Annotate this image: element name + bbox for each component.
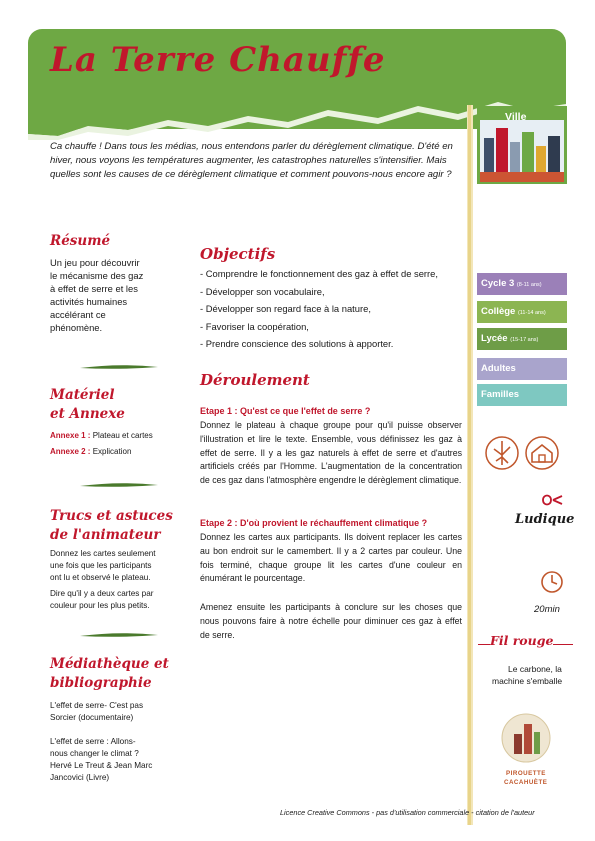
trucs-title: [50, 507, 173, 545]
annexe-1-text: Plateau et cartes: [92, 431, 153, 440]
fil-rouge-text-2: machine s'emballe: [492, 676, 563, 686]
trucs-line: ont lu et observé le plateau.: [50, 573, 151, 582]
leaf-divider: [80, 364, 158, 370]
page-title: La Terre Chauffe: [50, 40, 386, 80]
resume-line: le mécanisme des gaz: [50, 270, 144, 281]
indoor-house-icon: [524, 435, 560, 471]
level-lycee: Lycée (15-17 ans): [477, 328, 567, 350]
city-illustration-icon: [480, 120, 564, 182]
biblio-line: Jancovici (Livre): [50, 773, 110, 782]
etape-1-title: Etape 1 : Qu'est ce que l'effet de serre ?: [200, 406, 371, 416]
biblio-line: nous changer le climat ?: [50, 749, 139, 758]
game-icon: [540, 492, 564, 508]
conclusion-text: Amenez ensuite les participants à conclure sur les choses que nous pouvons faire à notre échelle pour diminuer ces gaz à effet de serre.: [200, 602, 462, 640]
biblio-line: L'effet de serre- C'est pas: [50, 701, 144, 710]
resume-title: Résumé: [50, 233, 111, 249]
deroulement-title: Déroulement: [200, 371, 310, 389]
outdoor-icon: [484, 435, 520, 471]
resume-line: activités humaines: [50, 296, 128, 307]
etape-1-text: Donnez le plateau à chaque groupe pour qu'il puisse observer l'illustration et lire le texte. Ensemble, vous définissez les gaz à effet de serre. Il y a les gaz naturels à effet de serre et d'autres artificiels créés par l'Homme. L'augmentation de la concentration de ces gaz dans l'atmosphère engendre le dérèglement climatique.: [200, 420, 462, 486]
resume-text: [50, 256, 180, 334]
resume-line: accélérant ce: [50, 309, 106, 320]
mediatheque-title: [50, 655, 169, 693]
annexe-2-label: Annexe 2 :: [50, 447, 91, 456]
decorative-strip: [465, 105, 475, 825]
level-familles: Familles: [477, 384, 567, 406]
fil-rouge-text-1: Le carbone, la: [508, 664, 562, 674]
objectif-item: - Prendre conscience des solutions à apporter.: [200, 338, 394, 350]
biblio-line: Hervé Le Treut & Jean Marc: [50, 761, 153, 770]
logo-text-1: PIROUETTE: [506, 770, 546, 777]
biblio-line: L'effet de serre : Allons-: [50, 737, 136, 746]
trucs-title-1: Trucs et astuces: [50, 508, 173, 524]
annexe-2[interactable]: [50, 447, 131, 456]
trucs-title-2: de l'animateur: [50, 527, 161, 543]
mediatheque-text: [50, 700, 152, 784]
objectif-item: - Développer son regard face à la nature,: [200, 303, 371, 315]
ville-label: Ville: [505, 111, 527, 123]
leaf-divider: [80, 632, 158, 638]
objectifs-list: [200, 265, 460, 353]
duration: 20min: [534, 604, 560, 615]
activity-type: Ludique: [515, 512, 575, 527]
leaf-divider: [80, 482, 158, 488]
objectif-item: - Favoriser la coopération,: [200, 320, 309, 332]
annexe-1[interactable]: [50, 431, 153, 440]
clock-icon: [540, 570, 564, 594]
trucs-line: Donnez les cartes seulement: [50, 549, 156, 558]
mediatheque-title-2: bibliographie: [50, 675, 152, 691]
license-footer: Licence Creative Commons - pas d'utilisation commerciale - citation de l'auteur: [280, 808, 535, 817]
objectif-item: - Comprendre le fonctionnement des gaz à effet de serre,: [200, 268, 438, 279]
objectif-item: - Développer son vocabulaire,: [200, 285, 325, 297]
mediatheque-title-1: Médiathèque et: [50, 656, 169, 672]
resume-line: à effet de serre et les: [50, 283, 138, 294]
etape-2-title: Etape 2 : D'où provient le réchauffement climatique ?: [200, 518, 428, 528]
level-cycle3: Cycle 3 (8-11 ans): [477, 273, 567, 295]
trucs-line: couleur pour les plus petits.: [50, 601, 150, 610]
materiel-title: [50, 386, 125, 424]
annexe-1-label: Annexe 1 :: [50, 431, 91, 440]
annexe-2-text: Explication: [92, 447, 132, 456]
logo-text-2: CACAHUÈTE: [504, 779, 548, 786]
resume-line: phénomène.: [50, 322, 103, 333]
intro-text: Ca chauffe ! Dans tous les médias, nous entendons parler du dérèglement climatique. D'été en hiver, nous voyons les températures augmenter, les catastrophes naturelles s'intensifier. Mais quelles sont les causes de ce dérèglement climatique et comment pouvons-nous encore agir ?: [50, 141, 453, 180]
trucs-text: [50, 548, 156, 612]
resume-line: Un jeu pour découvrir: [50, 257, 140, 268]
materiel-title-1: Matériel: [50, 387, 115, 403]
level-college: Collège (11-14 ans): [477, 301, 567, 323]
etape-2-text: Donnez les cartes aux participants. Ils doivent replacer les cartes au bon endroit sur le camembert. Il y a 2 cartes par couleur. Une fois terminé, chaque groupe lit les cartes d'une couleur en énumérant le pourcentage.: [200, 532, 462, 584]
trucs-line: une fois que les participants: [50, 561, 152, 570]
fil-rouge-title: Fil rouge: [478, 633, 573, 648]
level-adultes: Adultes: [477, 358, 567, 380]
objectifs-title: Objectifs: [200, 245, 276, 263]
materiel-title-2: et Annexe: [50, 406, 125, 422]
pirouette-logo-icon: [500, 712, 552, 764]
biblio-line: Sorcier (documentaire): [50, 713, 134, 722]
trucs-line: Dire qu'il y a deux cartes par: [50, 589, 154, 598]
